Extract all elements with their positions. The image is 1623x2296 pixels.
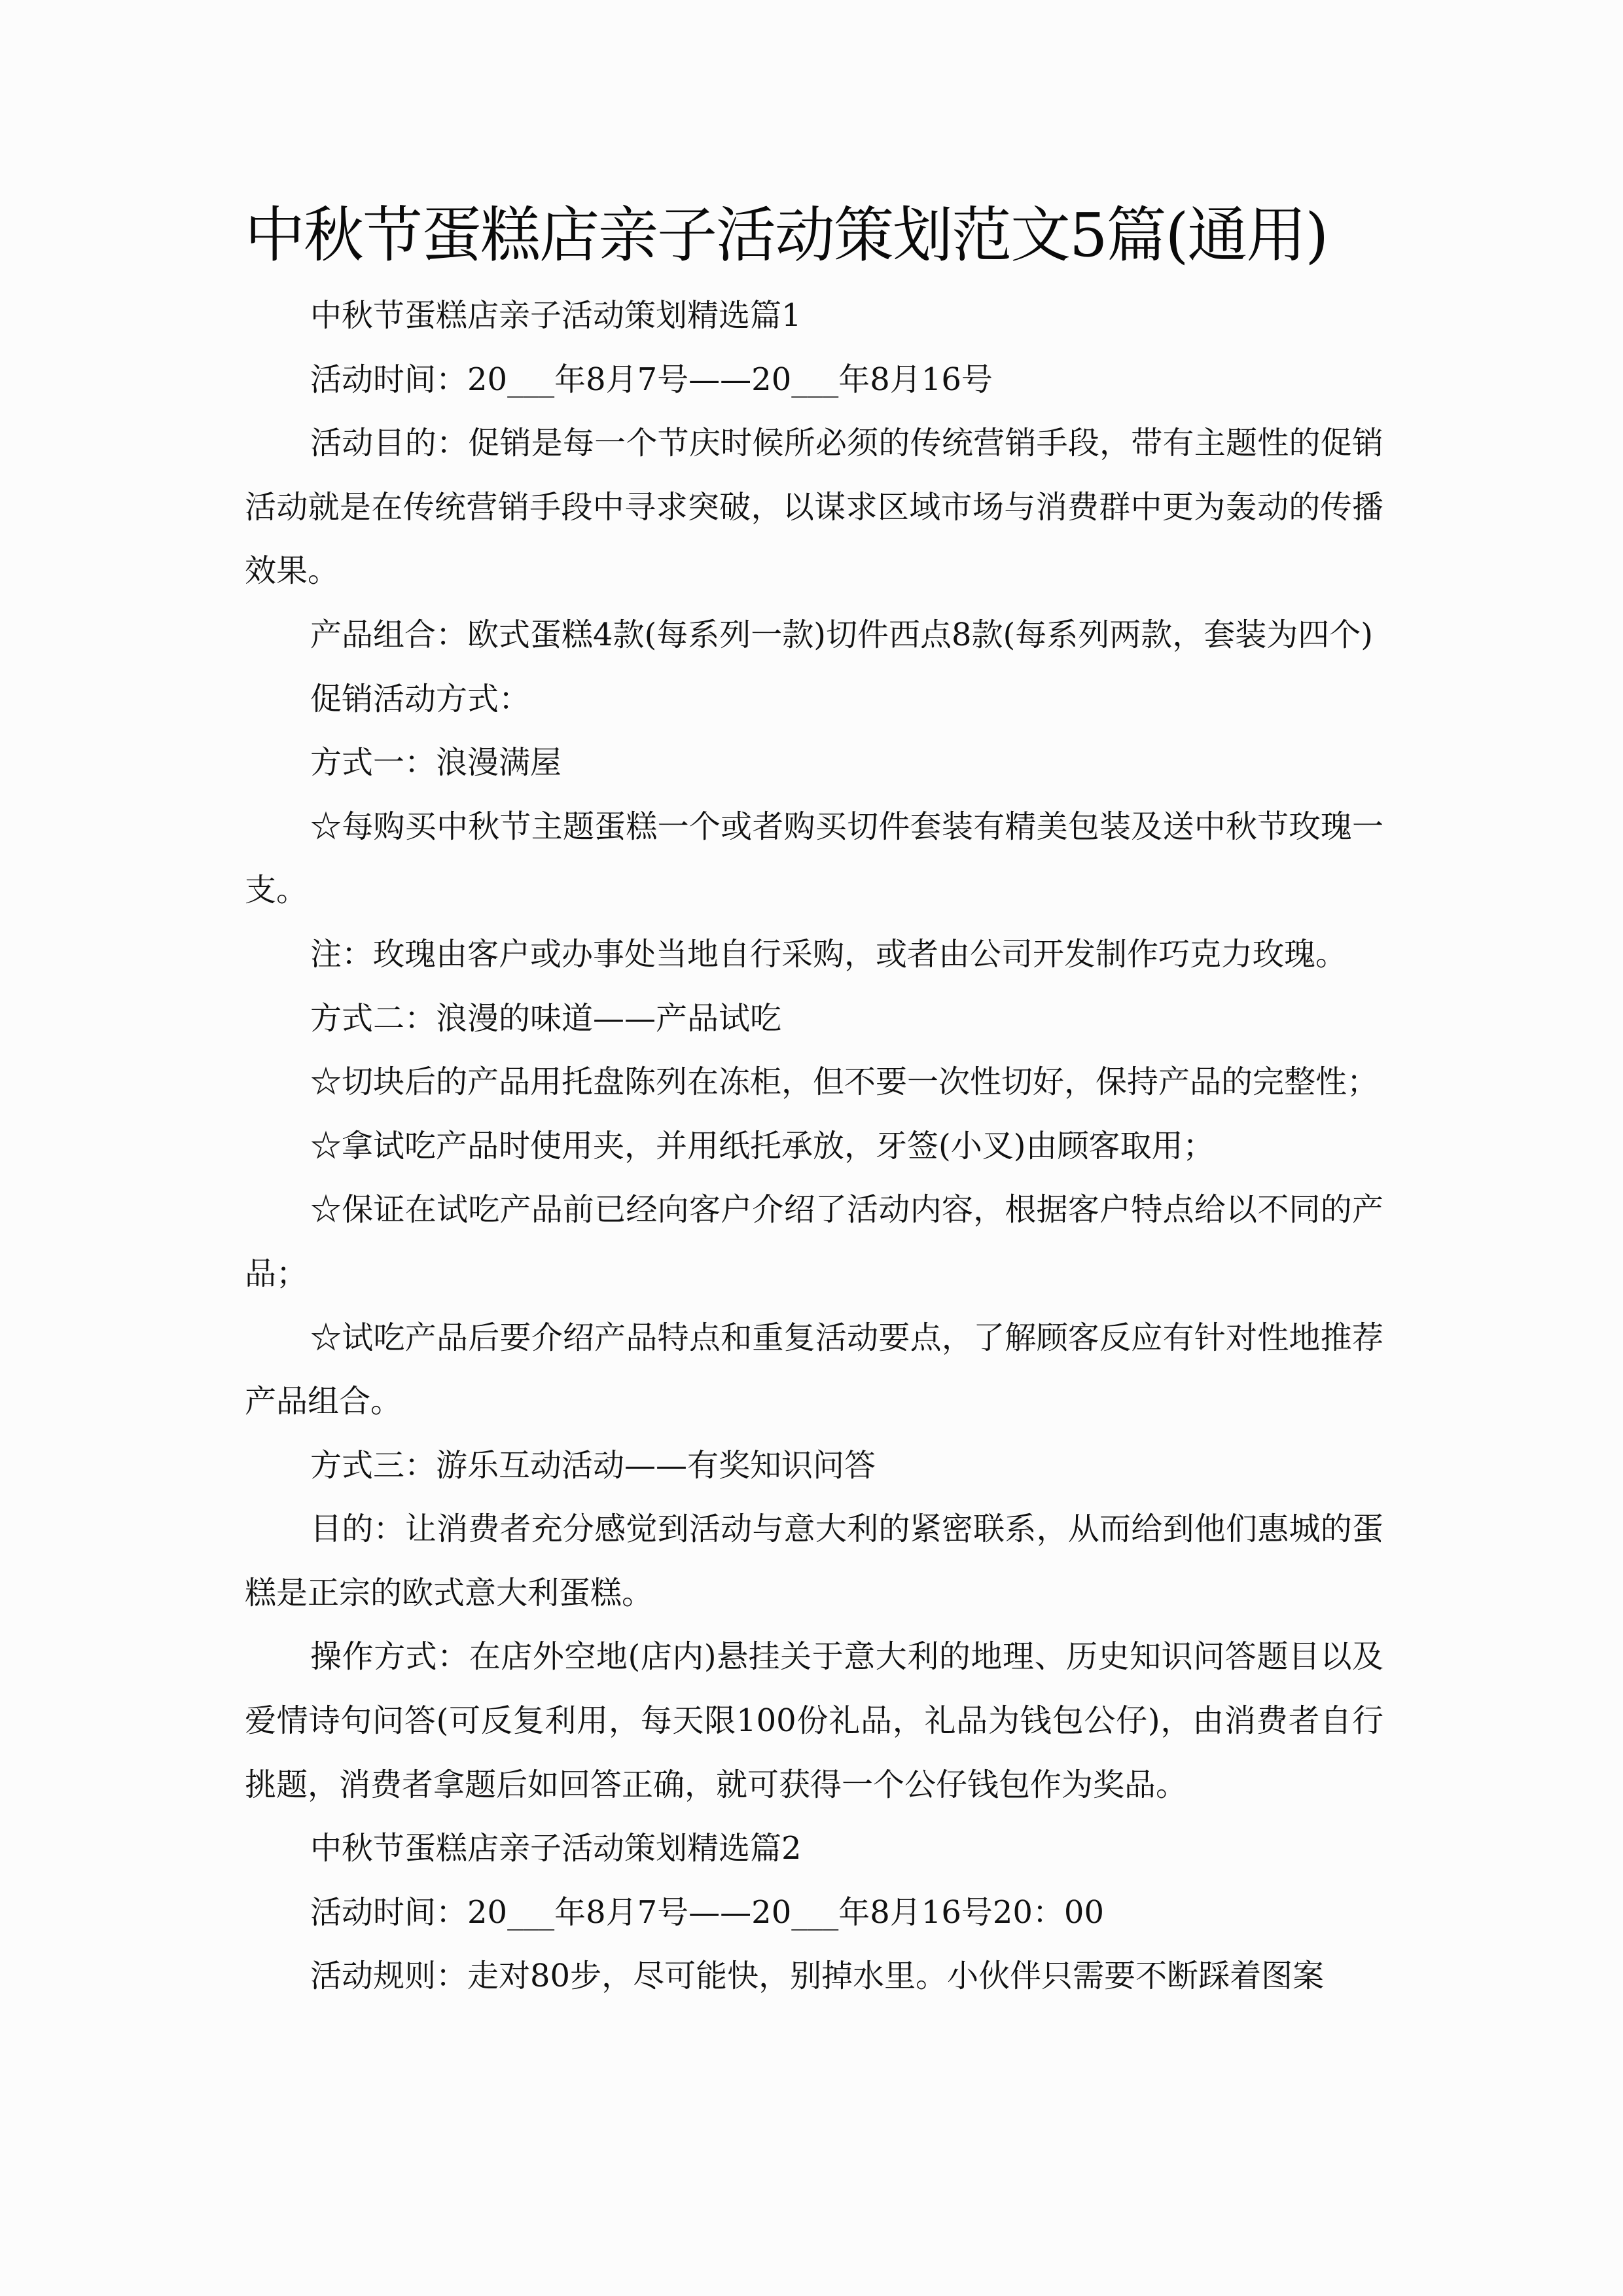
method-two-heading: 方式二：浪漫的味道——产品试吃 [310, 999, 782, 1037]
method-two-item: ☆切块后的产品用托盘陈列在冻柜，但不要一次性切好，保持产品的完整性； [310, 1064, 1379, 1101]
method-three-heading: 方式三：游乐互动活动——有奖知识问答 [310, 1446, 876, 1484]
method-two-item: ☆拿试吃产品时使用夹，并用纸托承放，牙签(小叉)由顾客取用； [310, 1127, 1215, 1164]
method-one-note: 注：玫瑰由客户或办事处当地自行采购，或者由公司开发制作巧克力玫瑰。 [310, 935, 1347, 973]
section-heading-2: 中秋节蛋糕店亲子活动策划精选篇2 [310, 1830, 802, 1867]
method-one-item: ☆每购买中秋节主题蛋糕一个或者购买切件套装有精美包装及送中秋节玫瑰一支。 [245, 808, 1383, 909]
document-page [245, 196, 1383, 2009]
method-two-item: ☆试吃产品后要介绍产品特点和重复活动要点，了解顾客反应有针对性地推荐产品组合。 [245, 1319, 1383, 1420]
product-combination: 产品组合：欧式蛋糕4款(每系列一款)切件西点8款(每系列两款，套装为四个) [310, 616, 1373, 653]
activity-rules: 活动规则：走对80步，尽可能快，别掉水里。小伙伴只需要不断踩着图案 [310, 1958, 1325, 1995]
document-title: 中秋节蛋糕店亲子活动策划范文5篇(通用) [245, 200, 1328, 270]
method-one-heading: 方式一：浪漫满屋 [310, 744, 562, 781]
activity-time-2: 活动时间：20___年8月7号——20___年8月16号20：00 [310, 1893, 1105, 1931]
method-three-purpose: 目的：让消费者充分感觉到活动与意大利的紧密联系，从而给到他们惠城的蛋糕是正宗的欧式意大利蛋糕。 [245, 1511, 1383, 1611]
activity-time: 活动时间：20___年8月7号——20___年8月16号 [310, 361, 993, 398]
section-heading-1: 中秋节蛋糕店亲子活动策划精选篇1 [310, 297, 802, 334]
method-two-item: ☆保证在试吃产品前已经向客户介绍了活动内容，根据客户特点给以不同的产品； [245, 1191, 1383, 1292]
method-three-operation: 操作方式：在店外空地(店内)悬挂关于意大利的地理、历史知识问答题目以及爱情诗句问答(可反复利用，每天限100份礼品，礼品为钱包公仔)，由消费者自行挑题，消费者拿题后如回答正确，就可获得一个公仔钱包作为奖品。 [245, 1638, 1383, 1803]
document-body [245, 284, 1383, 2009]
activity-purpose: 活动目的：促销是每一个节庆时候所必须的传统营销手段，带有主题性的促销活动就是在传统营销手段中寻求突破，以谋求区域市场与消费群中更为轰动的传播效果。 [245, 425, 1383, 590]
promotion-methods-heading: 促销活动方式： [310, 680, 531, 717]
